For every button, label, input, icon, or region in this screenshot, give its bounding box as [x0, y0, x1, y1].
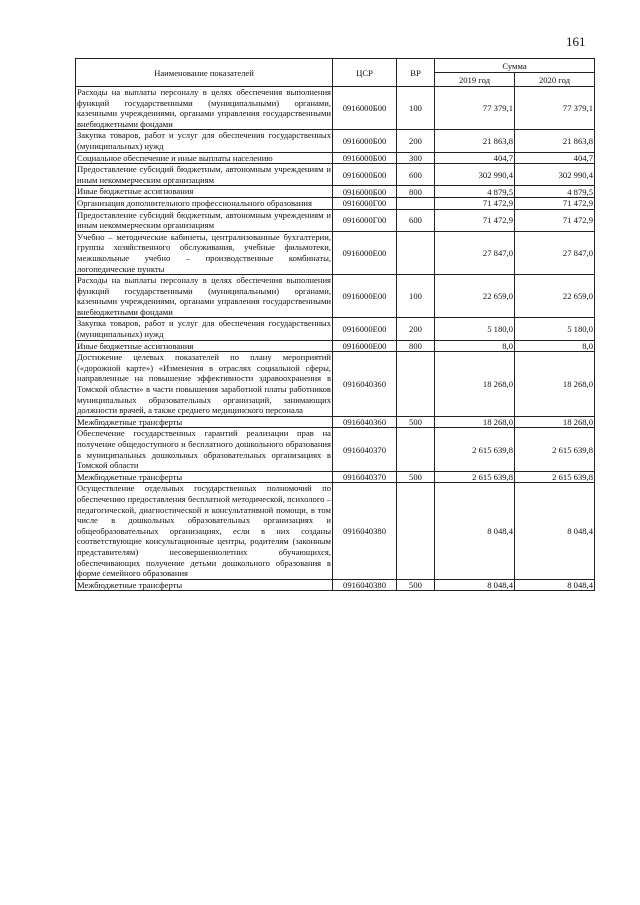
row-csr-cell: 0916000Б00: [333, 87, 397, 130]
header-name: Наименование показателей: [76, 59, 333, 87]
row-sum-2020-cell: 2 615 639,8: [515, 471, 595, 483]
table-header-row: [76, 59, 595, 73]
row-name-cell: Обеспечение государственных гарантий реализации прав на получение общедоступного и бесплатного дошкольного образования в муниципальных дошкольных образовательных организациях в Томской области: [77, 428, 331, 471]
row-vr-cell: 200: [397, 318, 435, 340]
row-csr-cell: 0916040360: [333, 352, 397, 417]
row-name-cell: Межбюджетные трансферты: [76, 579, 333, 591]
row-sum-2019-cell: 5 180,0: [435, 318, 515, 340]
row-sum-2020-cell: 404,7: [515, 152, 595, 164]
row-vr-cell: [397, 352, 435, 417]
row-sum-2019-cell: 71 472,9: [435, 209, 515, 231]
row-csr-cell: 0916000Е00: [333, 231, 397, 274]
header-vr: ВР: [397, 59, 435, 87]
row-name-cell: Иные бюджетные ассигнования: [76, 340, 333, 352]
row-vr-cell: 200: [397, 130, 435, 152]
row-sum-2019-cell: 404,7: [435, 152, 515, 164]
row-vr-cell: 600: [397, 164, 435, 186]
table-row: [76, 340, 595, 352]
row-name-cell: Учебно – методические кабинеты, централизованные бухгалтерии, группы хозяйственного обслуживания, учебные фильмотеки, межшкольные учебно – производственные комбинаты, логопедические пункты: [77, 231, 331, 274]
page-number: 161: [566, 34, 586, 49]
row-name-cell: Социальное обеспечение и иные выплаты населению: [76, 152, 333, 164]
row-name-cell: Закупка товаров, работ и услуг для обеспечения государственных (муниципальных) нужд: [77, 318, 331, 340]
row-vr-cell: [397, 483, 435, 579]
row-csr-cell: 0916000Г00: [333, 209, 397, 231]
table-row: [76, 152, 595, 164]
table-row: [76, 197, 595, 209]
table-row: [76, 416, 595, 428]
row-vr-cell: 800: [397, 186, 435, 198]
row-sum-2020-cell: 8 048,4: [515, 579, 595, 591]
row-csr-cell: 0916000Б00: [333, 152, 397, 164]
row-sum-2019-cell: 27 847,0: [435, 231, 515, 274]
row-sum-2020-cell: 22 659,0: [515, 275, 595, 318]
row-vr-cell: 500: [397, 471, 435, 483]
row-name-cell: Межбюджетные трансферты: [76, 416, 333, 428]
header-csr: ЦСР: [333, 59, 397, 87]
row-sum-2019-cell: 4 879,5: [435, 186, 515, 198]
row-vr-cell: 600: [397, 209, 435, 231]
row-csr-cell: 0916000Б00: [333, 186, 397, 198]
row-sum-2020-cell: 5 180,0: [515, 318, 595, 340]
row-csr-cell: 0916040370: [333, 471, 397, 483]
row-sum-2019-cell: 302 990,4: [435, 164, 515, 186]
table-row: [76, 231, 595, 274]
row-sum-2019-cell: 77 379,1: [435, 87, 515, 130]
row-name-cell: Межбюджетные трансферты: [76, 471, 333, 483]
row-sum-2019-cell: 8 048,4: [435, 483, 515, 579]
row-sum-2019-cell: 22 659,0: [435, 275, 515, 318]
row-vr-cell: 500: [397, 579, 435, 591]
row-name-cell: Предоставление субсидий бюджетным, автономным учреждениям и иным некоммерческим организациям: [77, 164, 331, 185]
row-name-cell: Организация дополнительного профессионального образования: [76, 197, 333, 209]
row-csr-cell: 0916000Г00: [333, 197, 397, 209]
row-name-cell: Предоставление субсидий бюджетным, автономным учреждениям и иным некоммерческим организациям: [77, 209, 331, 231]
row-name-cell: Расходы на выплаты персоналу в целях обеспечения выполнения функций государственными (муниципальными) органами, казенными учреждениями, органами управления государственными внебюджетными фондами: [77, 87, 331, 129]
row-csr-cell: 0916000Б00: [333, 164, 397, 186]
row-vr-cell: 100: [397, 275, 435, 318]
table-row: [76, 428, 595, 471]
table-row: [76, 130, 595, 152]
table-row: [76, 275, 595, 318]
row-sum-2019-cell: 8,0: [435, 340, 515, 352]
row-sum-2020-cell: 8,0: [515, 340, 595, 352]
row-csr-cell: 0916000Е00: [333, 275, 397, 318]
header-year-2020: 2020 год: [515, 73, 595, 87]
row-vr-cell: 300: [397, 152, 435, 164]
table-row: [76, 318, 595, 340]
table-row: [76, 209, 595, 231]
row-name-cell: Расходы на выплаты персоналу в целях обеспечения выполнения функций государственными (муниципальными) органами, казенными учреждениями, органами управления государственными внебюджетными фондами: [77, 275, 331, 317]
table-row: [76, 164, 595, 186]
row-csr-cell: 0916040360: [333, 416, 397, 428]
row-name-cell: Закупка товаров, работ и услуг для обеспечения государственных (муниципальных) нужд: [77, 130, 331, 151]
row-sum-2019-cell: 2 615 639,8: [435, 428, 515, 471]
row-vr-cell: [397, 231, 435, 274]
row-sum-2019-cell: 18 268,0: [435, 416, 515, 428]
row-csr-cell: 0916000Е00: [333, 340, 397, 352]
row-sum-2020-cell: 8 048,4: [515, 483, 595, 579]
row-csr-cell: 0916040380: [333, 483, 397, 579]
row-vr-cell: [397, 428, 435, 471]
row-sum-2019-cell: 21 863,8: [435, 130, 515, 152]
row-sum-2020-cell: 77 379,1: [515, 87, 595, 130]
row-sum-2020-cell: 21 863,8: [515, 130, 595, 152]
row-vr-cell: 500: [397, 416, 435, 428]
row-sum-2020-cell: 2 615 639,8: [515, 428, 595, 471]
row-csr-cell: 0916040370: [333, 428, 397, 471]
header-sum: Сумма: [435, 59, 595, 73]
row-name-cell: Иные бюджетные ассигнования: [76, 186, 333, 198]
row-sum-2019-cell: 8 048,4: [435, 579, 515, 591]
budget-table: [75, 58, 595, 591]
table-row: [76, 186, 595, 198]
header-year-2019: 2019 год: [435, 73, 515, 87]
row-sum-2020-cell: 71 472,9: [515, 197, 595, 209]
table-body: [76, 87, 595, 591]
row-sum-2020-cell: 4 879,5: [515, 186, 595, 198]
row-sum-2020-cell: 71 472,9: [515, 209, 595, 231]
table-row: [76, 579, 595, 591]
row-sum-2020-cell: 27 847,0: [515, 231, 595, 274]
row-csr-cell: 0916000Е00: [333, 318, 397, 340]
row-vr-cell: 100: [397, 87, 435, 130]
row-name-cell: Достижение целевых показателей по плану мероприятий («дорожной карте») «Изменения в отраслях социальной сферы, направленные на повышение эффективности здравоохранения в Томской области» в части повышения заработной платы работников муниципальных образовательных организаций, занимающих должности врачей, а также среднего медицинского персонала: [77, 352, 331, 416]
row-vr-cell: 800: [397, 340, 435, 352]
row-sum-2019-cell: 2 615 639,8: [435, 471, 515, 483]
table-row: [76, 87, 595, 130]
table-row: [76, 483, 595, 579]
row-vr-cell: [397, 197, 435, 209]
row-csr-cell: 0916040380: [333, 579, 397, 591]
row-name-cell: Осуществление отдельных государственных полномочий по обеспечению предоставления бесплатной методической, психолого – педагогической, диагностической и консультативной помощи, в том числе в дошкольных образовательных организациях и общеобразовательных организациях, если в них созданы соответствующие консультационные центры, родителям (законным представителям) несовершеннолетних обучающихся, обеспечивающих получение детьми дошкольного образования в форме семейного образования: [77, 483, 331, 579]
row-sum-2019-cell: 18 268,0: [435, 352, 515, 417]
row-sum-2020-cell: 18 268,0: [515, 416, 595, 428]
row-sum-2020-cell: 302 990,4: [515, 164, 595, 186]
row-csr-cell: 0916000Б00: [333, 130, 397, 152]
row-sum-2020-cell: 18 268,0: [515, 352, 595, 417]
table-row: [76, 352, 595, 417]
table-row: [76, 471, 595, 483]
row-sum-2019-cell: 71 472,9: [435, 197, 515, 209]
